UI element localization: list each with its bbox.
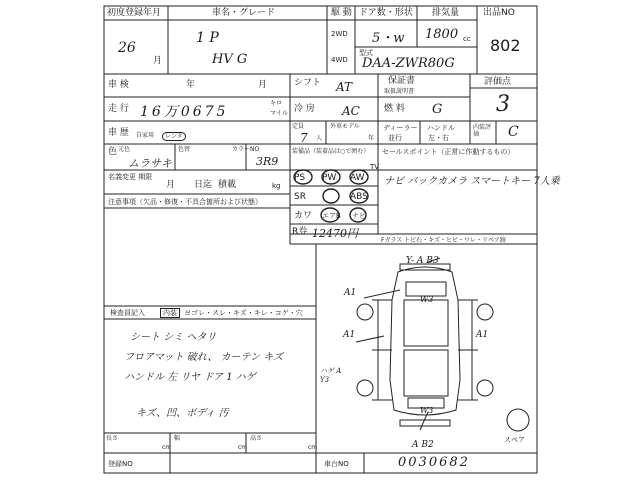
equipment-ps: PS bbox=[294, 173, 306, 183]
dim-length-cm: cm bbox=[162, 444, 172, 451]
handle-value: 左・右 bbox=[428, 134, 449, 142]
diagram-a1b: A1 bbox=[476, 330, 489, 340]
car-name: 1 P bbox=[196, 30, 219, 46]
fuel-value: G bbox=[432, 102, 443, 117]
r-value: 12470円 bbox=[312, 227, 358, 240]
equipment-kawa: カワ bbox=[294, 211, 313, 221]
inspector-line2: フロアマット 破れ、 カーテン キズ bbox=[124, 352, 284, 363]
diagram-spare: スペア bbox=[504, 436, 525, 444]
equipment-label: 装備品（装着品は○で囲む） bbox=[292, 148, 370, 155]
handle-label: ハンドル bbox=[427, 124, 455, 132]
cert-label: 保証書 bbox=[388, 76, 416, 86]
equipment-aw: AW bbox=[350, 173, 365, 183]
dim-length-label: 長さ bbox=[106, 435, 119, 442]
exhibit-no: 802 bbox=[490, 36, 521, 55]
interior-label: 内装評価 bbox=[473, 124, 492, 138]
title-load: 積載 bbox=[218, 180, 237, 190]
reg-no-label: 登録NO bbox=[108, 460, 133, 468]
interior-value: C bbox=[508, 124, 519, 140]
inspection-label: 車 検 bbox=[108, 80, 129, 90]
equipment-tv: TV bbox=[370, 163, 380, 171]
foreign-year: 年 bbox=[368, 135, 375, 142]
first-reg-label: 初度登録年月 bbox=[107, 8, 162, 18]
inspector-label: 検査員記入 bbox=[110, 309, 145, 317]
month-unit: 月 bbox=[153, 56, 163, 66]
glass-row: Fガラス トビ石・キズ・ヒビ・ワレ・リペア跡 bbox=[381, 237, 506, 244]
shift-value: AT bbox=[336, 80, 353, 94]
diagram-left1: A1 bbox=[344, 288, 357, 298]
door-shape-label: ドア数・形状 bbox=[359, 8, 413, 18]
drive-4wd: 4WD bbox=[331, 56, 348, 64]
diagram-w3a: W3 bbox=[420, 295, 434, 304]
door-shape-value: 5・w bbox=[372, 31, 405, 46]
chassis-label: 車台NO bbox=[324, 460, 349, 468]
history-rental: レンタ bbox=[162, 132, 186, 141]
displacement-value: 1800 bbox=[425, 27, 459, 42]
diagram-side: ハゲ A Y3 bbox=[320, 367, 342, 384]
dealer-label: ディーラー bbox=[383, 124, 418, 132]
inspector-defects: ヨゴレ・スレ・キズ・キレ・コゲ・穴 bbox=[184, 309, 303, 317]
shift-label: シフト bbox=[294, 78, 322, 88]
cc-unit: cc bbox=[463, 35, 471, 43]
notes-label: 注意事項（欠品・修復・不具合箇所および状態） bbox=[108, 198, 262, 206]
inspector-line3: ハンドル 左 リヤ ドア 1 ハゲ bbox=[124, 372, 256, 383]
drive-label: 駆 動 bbox=[331, 8, 352, 18]
equipment-navi: ナビ bbox=[352, 212, 366, 220]
first-reg-value: 26 bbox=[118, 40, 136, 56]
title-kg: kg bbox=[272, 182, 281, 190]
dim-height-cm: cm bbox=[308, 444, 318, 451]
fuel-label: 燃 料 bbox=[384, 104, 405, 114]
diagram-top: Y- A B3 bbox=[406, 256, 439, 266]
displacement-label: 排気量 bbox=[432, 8, 460, 18]
dim-height-label: 高さ bbox=[250, 435, 263, 442]
cert-sub: 取扱説明書 bbox=[384, 88, 415, 95]
score-label: 評価点 bbox=[484, 77, 512, 87]
foreign-label: 外車モデル bbox=[330, 123, 360, 130]
equipment-airbag: エアB bbox=[322, 212, 341, 220]
color-original-label: 元色 bbox=[118, 146, 131, 153]
grade: HV G bbox=[212, 52, 248, 67]
exhibit-no-label: 出品NO bbox=[483, 8, 515, 18]
dim-width-label: 幅 bbox=[174, 435, 181, 442]
color-repaint-label: 色替 bbox=[178, 146, 191, 153]
diagram-w3b: W3 bbox=[420, 406, 434, 415]
r-label: R券 bbox=[292, 227, 308, 237]
chassis-value: 0030682 bbox=[398, 455, 470, 470]
dim-width-cm: cm bbox=[238, 444, 248, 451]
title-day: 日迄 bbox=[194, 180, 213, 190]
diagram-rear: A B2 bbox=[412, 440, 434, 450]
diagram-left2: A1 bbox=[343, 330, 356, 340]
inspector-line1: シート シミ ヘタリ bbox=[130, 332, 217, 343]
equipment-pw: PW bbox=[322, 173, 337, 183]
model-label: 型式 bbox=[359, 49, 373, 57]
history-label: 車 歴 bbox=[108, 128, 129, 138]
score-value: 3 bbox=[496, 92, 510, 117]
capacity-label: 定員 bbox=[292, 123, 305, 130]
history-private: 自家用 bbox=[136, 132, 155, 139]
ac-label: 冷 房 bbox=[294, 104, 315, 114]
name-grade-label: 車名・グレード bbox=[212, 8, 276, 18]
capacity-value: 7 bbox=[300, 131, 308, 145]
sales-point-value: ナビ バックカメラ スマートキー 7人乗 bbox=[384, 176, 560, 187]
color-label: 色 bbox=[108, 147, 118, 157]
unit-mile: マイル bbox=[270, 110, 288, 117]
unit-km: キロ bbox=[270, 100, 283, 107]
equipment-abs: ABS bbox=[350, 192, 368, 202]
inspection-year: 年 bbox=[186, 80, 196, 90]
ac-value: AC bbox=[342, 104, 360, 118]
inspector-line4: キズ、凹、ボディ 汚 bbox=[136, 408, 229, 419]
color-no-label: カラーNO bbox=[232, 146, 260, 153]
color-no-value: 3R9 bbox=[256, 155, 279, 168]
model-value: DAA-ZWR80G bbox=[362, 56, 455, 71]
title-doc-label: 名義変更 期限 bbox=[108, 173, 153, 181]
mileage-label: 走 行 bbox=[108, 104, 129, 114]
title-month: 月 bbox=[166, 180, 176, 190]
mileage-digits: 16万0675 bbox=[140, 104, 229, 120]
inspection-month: 月 bbox=[258, 80, 268, 90]
dealer-value: 並行 bbox=[388, 134, 402, 142]
color-value: ムラサキ bbox=[128, 157, 172, 170]
drive-2wd: 2WD bbox=[331, 30, 348, 38]
inspector-interior-tag: 内装 bbox=[160, 308, 180, 318]
capacity-unit: 人 bbox=[316, 135, 323, 142]
equipment-sr: SR bbox=[294, 192, 306, 202]
sales-point-label: セールスポイント（正常に作動するもの） bbox=[382, 148, 515, 156]
